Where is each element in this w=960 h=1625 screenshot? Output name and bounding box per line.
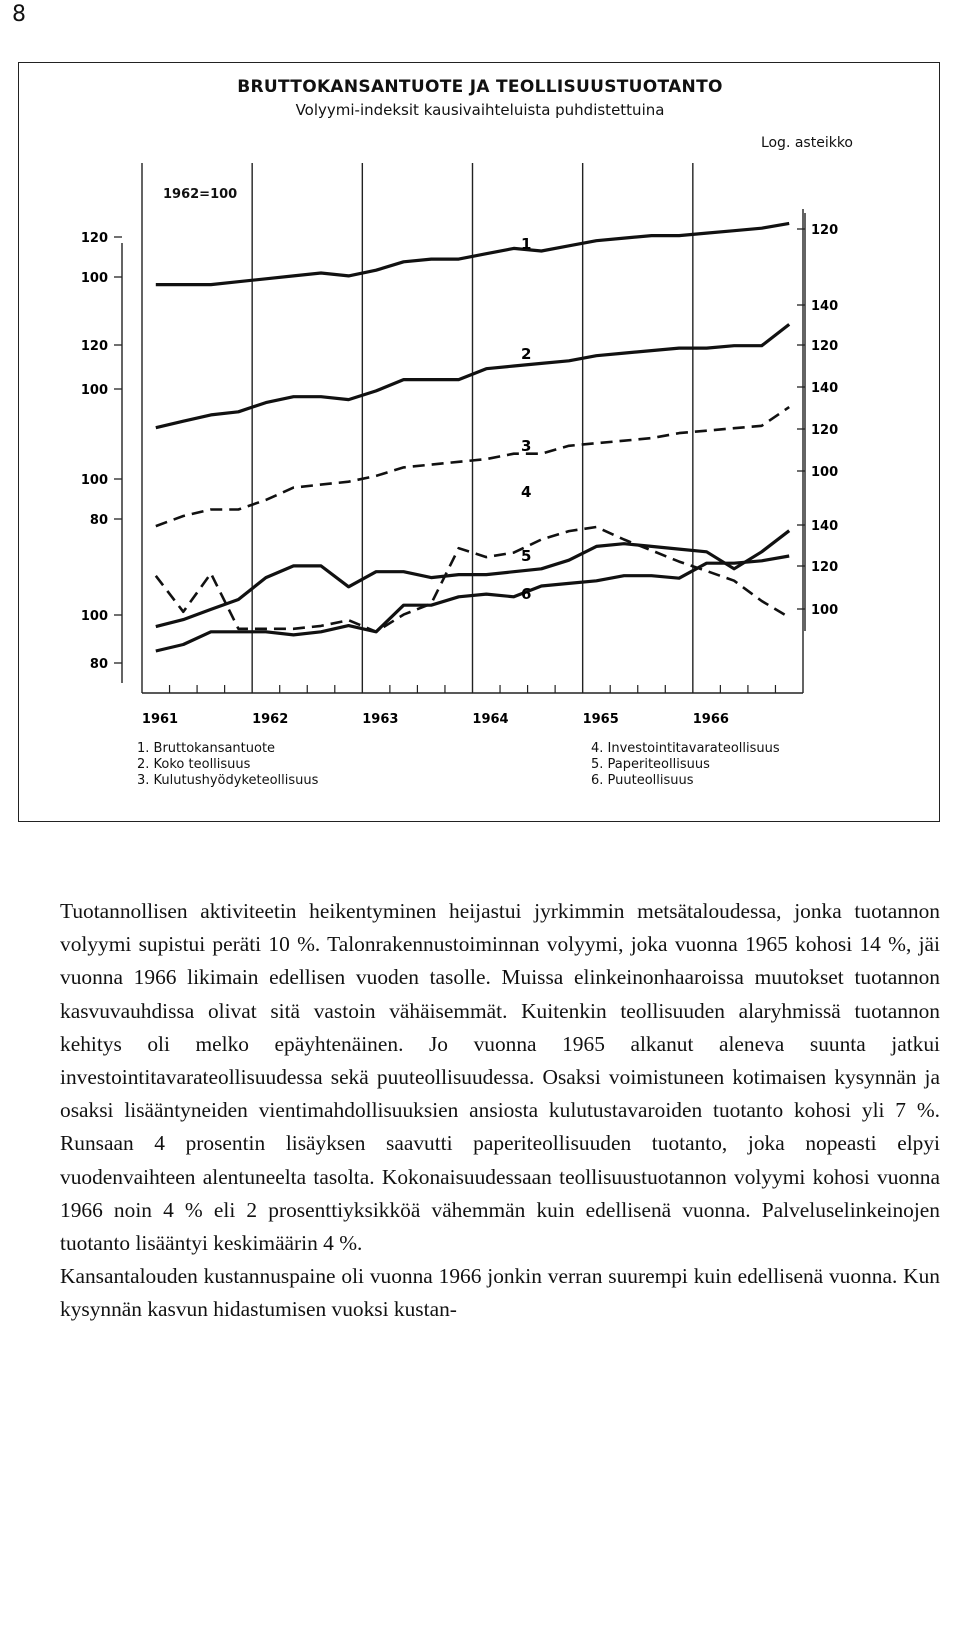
- left-tick-label: 100: [80, 383, 108, 398]
- year-label: 1961: [141, 712, 179, 727]
- base-note: 1962=100: [163, 187, 238, 202]
- right-tick-label: 100: [811, 603, 839, 618]
- right-tick-label: 120: [811, 223, 839, 238]
- series-label: 4: [521, 483, 532, 501]
- legend-left: [137, 741, 318, 789]
- year-label: 1965: [582, 712, 619, 727]
- year-label: 1963: [362, 712, 399, 727]
- paragraph: Tuotannollisen aktiviteetin heikentyminen heijastui jyrkimmin metsätaloudessa, jonka tuotannon volyymi supistui peräti 10 %. Talonrakennustoiminnan volyymi, joka vuonna 1965 kohosi 14 %, jäi vuonna 1966 likimain edellisen vuoden tasolle. Muissa elinkeinonhaaroissa muutokset tuotannon kasvuvauhdissa olivat sitä vastoin vähäisemmät. Kuitenkin teollisuuden alaryhmissä tuotannon kehitys oli melko epäyhtenäinen. Jo vuonna 1965 alkanut aleneva suunta jatkui investointitavarateollisuudessa sekä puuteollisuudessa. Osaksi voimistuneen kotimaisen kysynnän ja osaksi lisääntyneiden vientimahdollisuuksien ansiosta kulutustavaroiden tuotanto kohosi yli 7 %. Runsaan 4 prosentin lisäyksen saavutti paperiteollisuuden tuotanto, joka nopeasti elpyi vuodenvaihteen alentuneelta tasolta. Kokonaisuudessaan teollisuustuotannon volyymi kohosi vuonna 1966 noin 4 % eli 2 prosenttiyksikköä vähemmän kuin edellisenä vuonna. Palveluselinkeinojen tuotanto lisääntyi keskimäärin 4 %.: [60, 899, 940, 1256]
- left-tick-label: 120: [80, 231, 108, 246]
- right-tick-label: 140: [811, 381, 839, 396]
- legend-item: 3. Kulutushyödyketeollisuus: [137, 773, 319, 788]
- body-text: [60, 895, 940, 1327]
- page-number: 8: [12, 2, 26, 27]
- year-label: 1966: [692, 712, 729, 727]
- legend-right: [591, 741, 780, 789]
- legend-item: 1. Bruttokansantuote: [137, 741, 276, 756]
- left-tick-label: 100: [80, 271, 108, 286]
- legend-item: 5. Paperiteollisuus: [591, 757, 710, 772]
- chart-figure: [18, 62, 940, 822]
- left-tick-label: 100: [80, 609, 108, 624]
- chart-subtitle: Volyymi-indeksit kausivaihteluista puhdistettuina: [295, 101, 665, 119]
- left-tick-label: 80: [89, 657, 108, 672]
- series-label: 2: [521, 345, 532, 363]
- chart-title: BRUTTOKANSANTUOTE JA TEOLLISUUSTUOTANTO: [237, 77, 723, 97]
- left-tick-label: 100: [80, 473, 108, 488]
- legend-item: 2. Koko teollisuus: [137, 757, 251, 772]
- series-label: 1: [521, 235, 532, 253]
- right-tick-label: 100: [811, 465, 839, 480]
- right-tick-label: 140: [811, 299, 839, 314]
- series-label: 5: [521, 547, 532, 565]
- right-tick-label: 140: [811, 519, 839, 534]
- scale-note: Log. asteikko: [760, 135, 853, 151]
- left-tick-label: 120: [80, 339, 108, 354]
- year-label: 1964: [472, 712, 509, 727]
- legend-item: 4. Investointitavarateollisuus: [591, 741, 780, 756]
- series-label: 3: [521, 437, 532, 455]
- right-tick-label: 120: [811, 339, 839, 354]
- year-label: 1962: [252, 712, 289, 727]
- series-label: 6: [521, 585, 532, 603]
- right-tick-label: 120: [811, 560, 839, 575]
- chart-plot: [19, 63, 941, 823]
- right-tick-label: 120: [811, 423, 839, 438]
- legend-item: 6. Puuteollisuus: [591, 773, 694, 788]
- paragraph: Kansantalouden kustannuspaine oli vuonna 1966 jonkin verran suurempi kuin edellisenä vuonna. Kun kysynnän kasvun hidastumisen vuoksi kustan-: [60, 1264, 940, 1322]
- left-tick-label: 80: [89, 513, 108, 528]
